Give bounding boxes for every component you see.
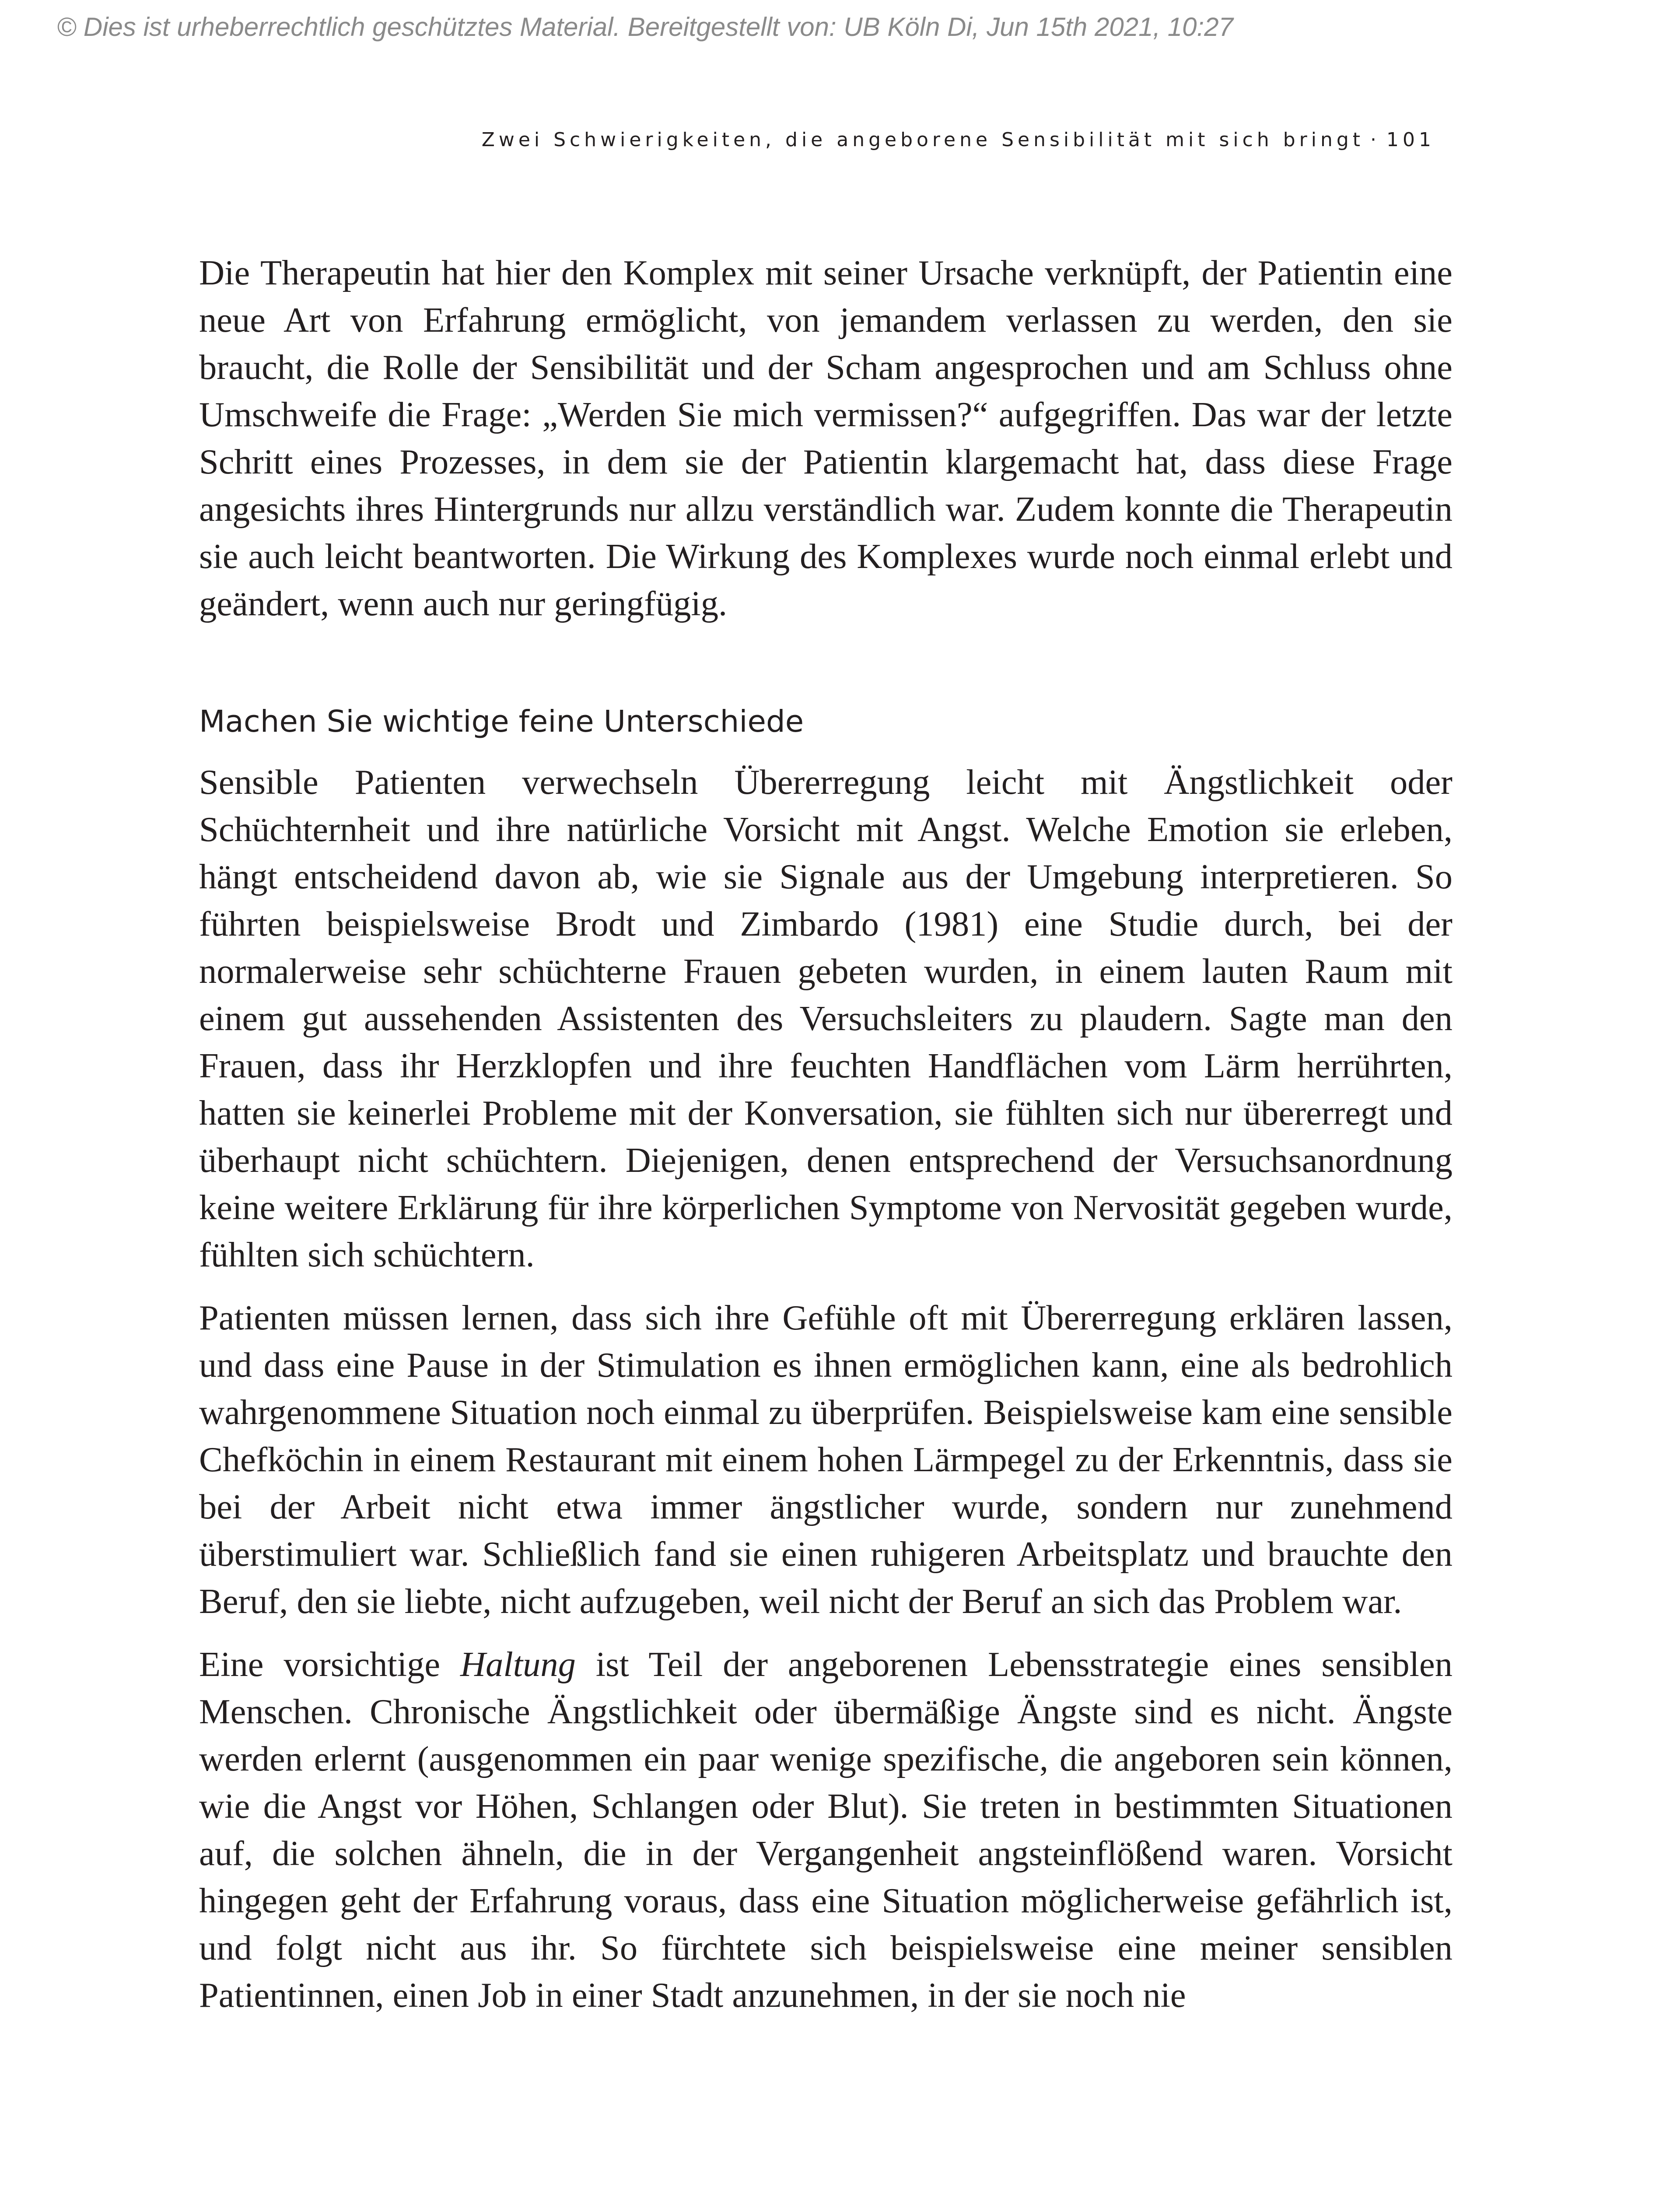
- paragraph-cautious-attitude: [199, 1641, 1452, 2019]
- paragraph-overarousal-study: Sensible Patienten verwechseln Übererregung leicht mit Ängstlichkeit oder Schüchternheit und ihre natürliche Vorsicht mit Angst. Welche Emotion sie erleben, hängt entscheidend davon ab, wie sie Signale aus der Umgebung interpretieren. So führten beispielsweise Brodt und Zimbardo (1981) eine Studie durch, bei der normalerweise sehr schüchterne Frauen gebeten wurden, in einem lauten Raum mit einem gut aussehenden Assistenten des Versuchsleiters zu plaudern. Sagte man den Frauen, dass ihr Herzklopfen und ihre feuchten Handflächen vom Lärm herrührten, hatten sie keinerlei Probleme mit der Konversation, sie fühlten sich nur übererregt und überhaupt nicht schüchtern. Diejenigen, denen entsprechend der Versuchsanordnung keine weitere Erklärung für ihre körperlichen Symptome von Nervosität gegeben wurde, fühlten sich schüchtern.: [199, 763, 1452, 1274]
- page-body: [199, 249, 1452, 2019]
- copyright-watermark: © Dies ist urheberrechtlich geschütztes Material. Bereitgestellt von: UB Köln Di, Jun 15th 2021, 10:27: [57, 12, 1233, 42]
- running-head-title: Zwei Schwierigkeiten, die angeborene Sensibilität mit sich bringt: [481, 129, 1365, 151]
- emphasis-haltung: Haltung: [460, 1645, 576, 1684]
- running-head: [482, 125, 1435, 155]
- page-number: 101: [1386, 129, 1435, 151]
- running-head-separator: ·: [1370, 129, 1381, 151]
- paragraph-text-rest: ist Teil der angeborenen Lebensstrategie eines sensiblen Menschen. Chronische Ängstlichkeit oder übermäßige Ängste sind es nicht. Ängste werden erlernt (ausgenommen ein paar wenige spezifische, die angeboren sein können, wie die Angst vor Höhen, Schlangen oder Blut). Sie treten in bestimmten Situationen auf, die solchen ähneln, die in der Vergangenheit angsteinflößend waren. Vorsicht hingegen geht der Erfahrung voraus, dass eine Situation möglicherweise gefährlich ist, und folgt nicht aus ihr. So fürchtete sich beispielsweise eine meiner sensiblen Patientinnen, einen Job in einer Stadt anzunehmen, in der sie noch nie: [199, 1645, 1452, 2015]
- paragraph-therapist-summary: Die Therapeutin hat hier den Komplex mit seiner Ursache verknüpft, der Patientin eine neue Art von Erfahrung ermöglicht, von jemandem verlassen zu werden, den sie braucht, die Rolle der Sensibilität und der Scham angesprochen und am Schluss ohne Umschweife die Frage: „Werden Sie mich vermissen?“ aufgegriffen. Das war der letzte Schritt eines Prozesses, in dem sie der Patientin klargemacht hat, dass diese Frage angesichts ihres Hintergrunds nur allzu verständlich war. Zudem konnte die Therapeutin sie auch leicht beantworten. Die Wirkung des Komplexes wurde noch einmal erlebt und geändert, wenn auch nur geringfügig.: [199, 253, 1452, 623]
- paragraph-text-start: Eine vorsichtige: [199, 1645, 461, 1684]
- paragraph-patients-learn: Patienten müssen lernen, dass sich ihre Gefühle oft mit Übererregung erklären lassen, und dass eine Pause in der Stimulation es ihnen ermöglichen kann, eine als bedrohlich wahrgenommene Situation noch einmal zu überprüfen. Beispielsweise kam eine sensible Chefköchin in einem Restaurant mit einem hohen Lärmpegel zu der Erkenntnis, dass sie bei der Arbeit nicht etwa immer ängstlicher wurde, sondern nur zunehmend überstimuliert war. Schließlich fand sie einen ruhigeren Arbeitsplatz und brauchte den Beruf, den sie liebte, nicht aufzugeben, weil nicht der Beruf an sich das Problem war.: [199, 1298, 1452, 1621]
- section-heading: Machen Sie wichtige feine Unterschiede: [199, 704, 804, 739]
